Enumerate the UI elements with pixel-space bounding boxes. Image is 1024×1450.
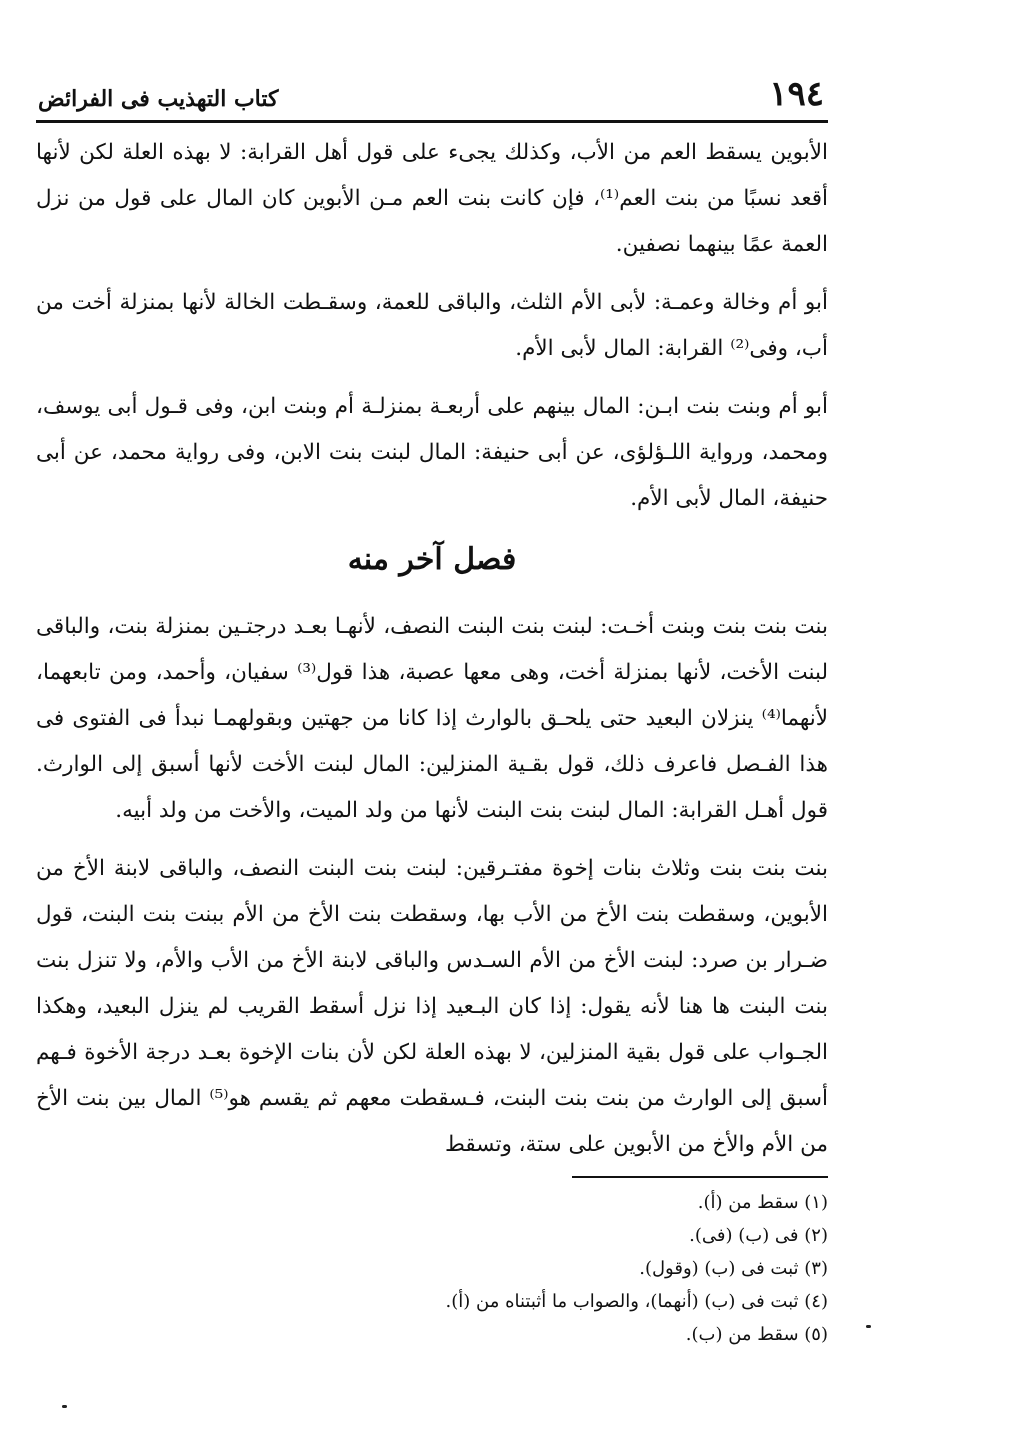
scan-speck: [62, 1405, 67, 1408]
running-title: كتاب التهذيب فى الفرائض: [38, 86, 279, 112]
section-heading: فصل آخر منه: [347, 542, 517, 577]
footnote-rule: [572, 1176, 828, 1178]
body-text: [36, 130, 828, 1180]
paragraph: بنت بنت بنت وبنت أخـت: لبنت بنت البنت النصف، لأنهـا بعـد درجتـين بمنزلة بنت، والباقى لبنت الأخت، لأنها بمنزلة أخت، وهى معها عصبة، هذا قول⁽³⁾ سفيان، وأحمد، ومن تابعهما، لأنهما⁽⁴⁾ ينزلان البعيد حتى يلحـق بالوارث إذا كانا من جهتين وبقولهمـا نبدأ فى الفتوى فى هذا الفـصل فاعرف ذلك، قول بقـية المنزلين: المال لبنت الأخت لأنها أسبق إلى الوارث. قول أهـل القرابة: المال لبنت بنت البنت لأنها من ولد الميت، والأخت من ولد أبيه.: [36, 614, 829, 823]
footnotes: [200, 1186, 828, 1351]
page-number: ١٩٤: [769, 74, 824, 114]
paragraph: أبو أم وبنت بنت ابـن: المال بينهم على أربعـة بمنزلـة أم وبنت ابن، وفى قـول أبى يوسف، ومحمد، ورواية اللـؤلؤى، عن أبى حنيفة: المال لبنت بنت الابن، وفى رواية محمد، عن أبى حنيفة، المال لأبى الأم.: [36, 394, 828, 511]
paragraph: الأبوين يسقط العم من الأب، وكذلك يجىء على قول أهل القرابة: لا بهذه العلة لكن لأنها أقعد نسبًا من بنت العم⁽¹⁾، فإن كانت بنت العم مـن الأبوين كان المال على قول من نزل العمة عمًا بينهما نصفين.: [36, 140, 828, 257]
footnote: (٥) سقط من (ب).: [685, 1324, 828, 1345]
footnote: (٤) ثبت فى (ب) (أنهما)، والصواب ما أثبتناه من (أ).: [445, 1291, 828, 1312]
scan-speck: [866, 1325, 871, 1328]
paragraph: بنت بنت بنت وثلاث بنات إخوة مفتـرقين: لبنت بنت البنت النصف، والباقى لابنة الأخ من الأبوين، وسقطت بنت الأخ من الأب بها، وسقطت بنت الأخ من الأم ببنت بنت البنت، قول ضـرار بن صرد: لبنت الأخ من الأم السـدس والباقى لابنة الأخ من الأب والأم، ولا تنزل بنت بنت البنت ها هنا لأنه يقول: إذا كان البـعيد إذا نزل أسقط القريب لم ينزل البعيد، وهكذا الجـواب على قول بقية المنزلين، لا بهذه العلة لكن لأن بنات الإخوة بعـد درجة الأخوة فـهم أسبق إلى الوارث من بنت بنت البنت، فـسقطت معهم ثم يقسم هو⁽⁵⁾ المال بين بنت الأخ من الأم والأخ من الأبوين على ستة، وتسقط: [36, 856, 828, 1157]
footnote: (١) سقط من (أ).: [697, 1192, 828, 1213]
header-rule: [36, 120, 828, 123]
page-header: [36, 72, 828, 120]
footnote: (٣) ثبت فى (ب) (وقول).: [639, 1258, 828, 1279]
paragraph: أبو أم وخالة وعمـة: لأبى الأم الثلث، والباقى للعمة، وسقـطت الخالة لأنها بمنزلة أخت من أب، وفى⁽²⁾ القرابة: المال لأبى الأم.: [36, 290, 828, 361]
footnote: (٢) فى (ب) (فى).: [689, 1225, 828, 1246]
